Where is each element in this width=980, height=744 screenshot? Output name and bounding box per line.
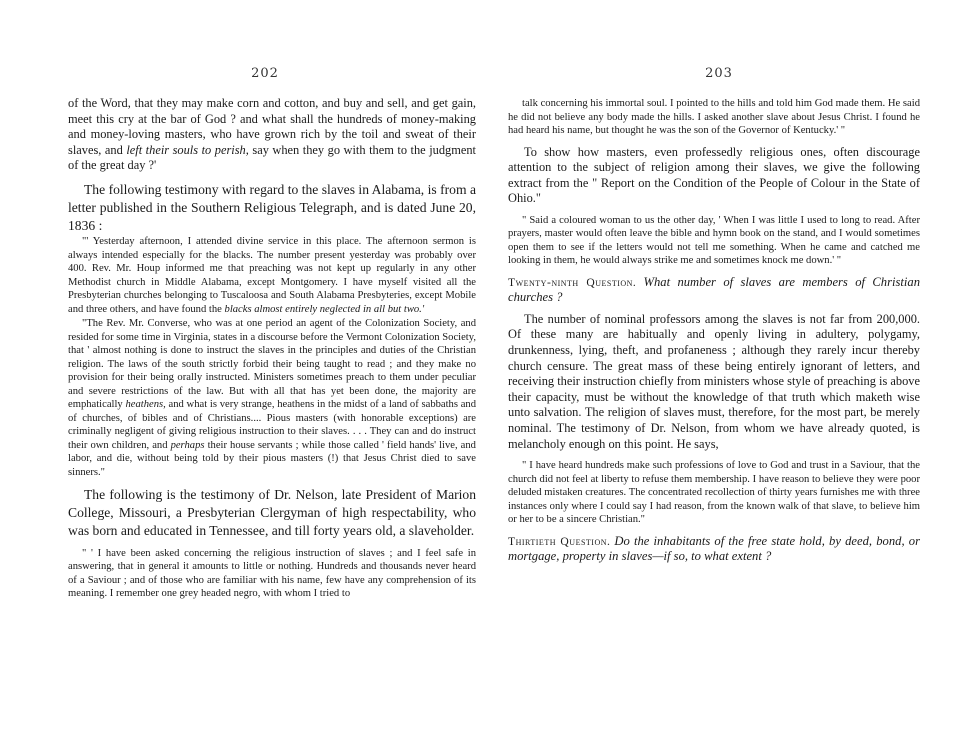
question-heading: Twenty-ninth Question. What number of slaves are members of Christian churches ? <box>508 274 920 304</box>
paragraph: The following testimony with regard to the slaves in Alabama, is from a letter published in the Southern Religious Telegraph, and is dated June 20, 1836 : <box>68 181 476 233</box>
left-page-text <box>68 96 476 601</box>
paragraph: The number of nominal professors among the slaves is not far from 200,000. Of these many are habitually and openly living in adultery, polygamy, drunkenness, lying, theft, and profaneness ; although they rarely incur thereby church censure. The great mass of these being entirely ignorant of letters, and receiving their instruction chiefly from ministers whose style of preaching is above their capacity, must be without the knowledge of that truth which maketh wise unto salvation. The religion of slaves must, therefore, for the most part, be merely nominal. The testimony of Dr. Nelson, from whom we have already quoted, is melancholy enough on this point. He says, <box>508 311 920 451</box>
page-number-right: 203 <box>705 66 733 81</box>
right-page-text <box>508 96 920 564</box>
block-quote: " ' I have been asked concerning the religious instruction of slaves ; and I feel safe in answering, that in general it amounts to little or nothing. Hundreds and thousands never heard of a Saviour ; and of those who are familiar with his name, few have any comprehension of its meaning. I remember one grey headed negro, with whom I tried to <box>68 547 476 600</box>
block-quote: "' Yesterday afternoon, I attended divine service in this place. The afternoon sermon is always intended especially for the blacks. The number present yesterday was probably over 400. Rev. Mr. Houp informed me that preaching was not kept up regularly in any other Methodist church in Middle Alabama, except Montgomery. I have myself visited all the Presbyterian churches belonging to Tuscaloosa and South Alabama Presbyteries, except Mobile and three others, and have found the blacks almost entirely neglected in all but two.' <box>68 236 476 315</box>
page-number-left: 202 <box>251 66 279 81</box>
paragraph: The following is the testimony of Dr. Nelson, late President of Marion College, Missouri, a Presbyterian Clergyman of high respectability, who was born and educated in Tennessee, and till forty years old, a slaveholder. <box>68 487 476 538</box>
block-quote: talk concerning his immortal soul. I pointed to the hills and told him God made them. He said he did not believe any body made the hills. I asked another slave about Jesus Christ. I found he had heard his name, but thought he was the son of the Governor of Kentucky.' " <box>508 98 920 136</box>
question-heading: Thirtieth Question. Do the inhabitants of the free state hold, by deed, bond, or mortgage, property in slaves—if so, to what extent ? <box>508 533 920 563</box>
block-quote: " I have heard hundreds make such professions of love to God and trust in a Saviour, that the church did not feel at liberty to refuse them membership. I have reason to believe they were poor deluded mistaken creatures. The concentrated recollection of thirty years furnishes me with three instances only where I could say I had reason, from the known walk of that slave, to believe him or her to be a sincere Christian." <box>508 460 920 526</box>
right-page <box>494 0 944 744</box>
block-quote: " Said a coloured woman to us the other day, ' When I was little I used to long to read. After prayers, master would often leave the bible and hymn book on the stand, and I would sometimes open them to see if the letters would not tell me something. When he came and catched me looking in them, he would always strike me and sometimes knock me down.' " <box>508 214 920 267</box>
block-quote: "The Rev. Mr. Converse, who was at one period an agent of the Colonization Society, and resided for some time in Virginia, states in a discourse before the Vermont Colonization Society, that ' almost nothing is done to instruct the slaves in the principles and duties of the Christian religion. The laws of the south strictly forbid their being taught to read ; and they make no provision for their being orally instructed. Ministers sometimes preach to them under peculiar and severe restrictions of the law. But with all that has yet been done, the majority are emphatically heathens, and what is very strange, heathens in the midst of a land of sabbaths and of churches, of bibles and of Christians.... Pious masters (with honorable exceptions) are criminally negligent of giving religious instruction to their slaves. . . . They can and do instruct their own children, and perhaps their house servants ; while those called ' field hands' live, and labor, and die, without being told by their pious masters (!) that Jesus Christ died to save sinners." <box>68 318 477 478</box>
left-page <box>40 0 490 744</box>
paragraph: To show how masters, even professedly religious ones, often discourage attention to the subject of religion among their slaves, we give the following extract from the " Report on the Condition of the People of Colour in the State of Ohio." <box>508 144 920 206</box>
paragraph: of the Word, that they may make corn and cotton, and buy and sell, and get gain, meet this cry at the bar of God ? and what shall the hundreds of money-making and money-loving masters, who have grown rich by the toil and sweat of their slaves, and left their souls to perish, say when they go with them to the judgment of the great day ?' <box>68 96 477 173</box>
